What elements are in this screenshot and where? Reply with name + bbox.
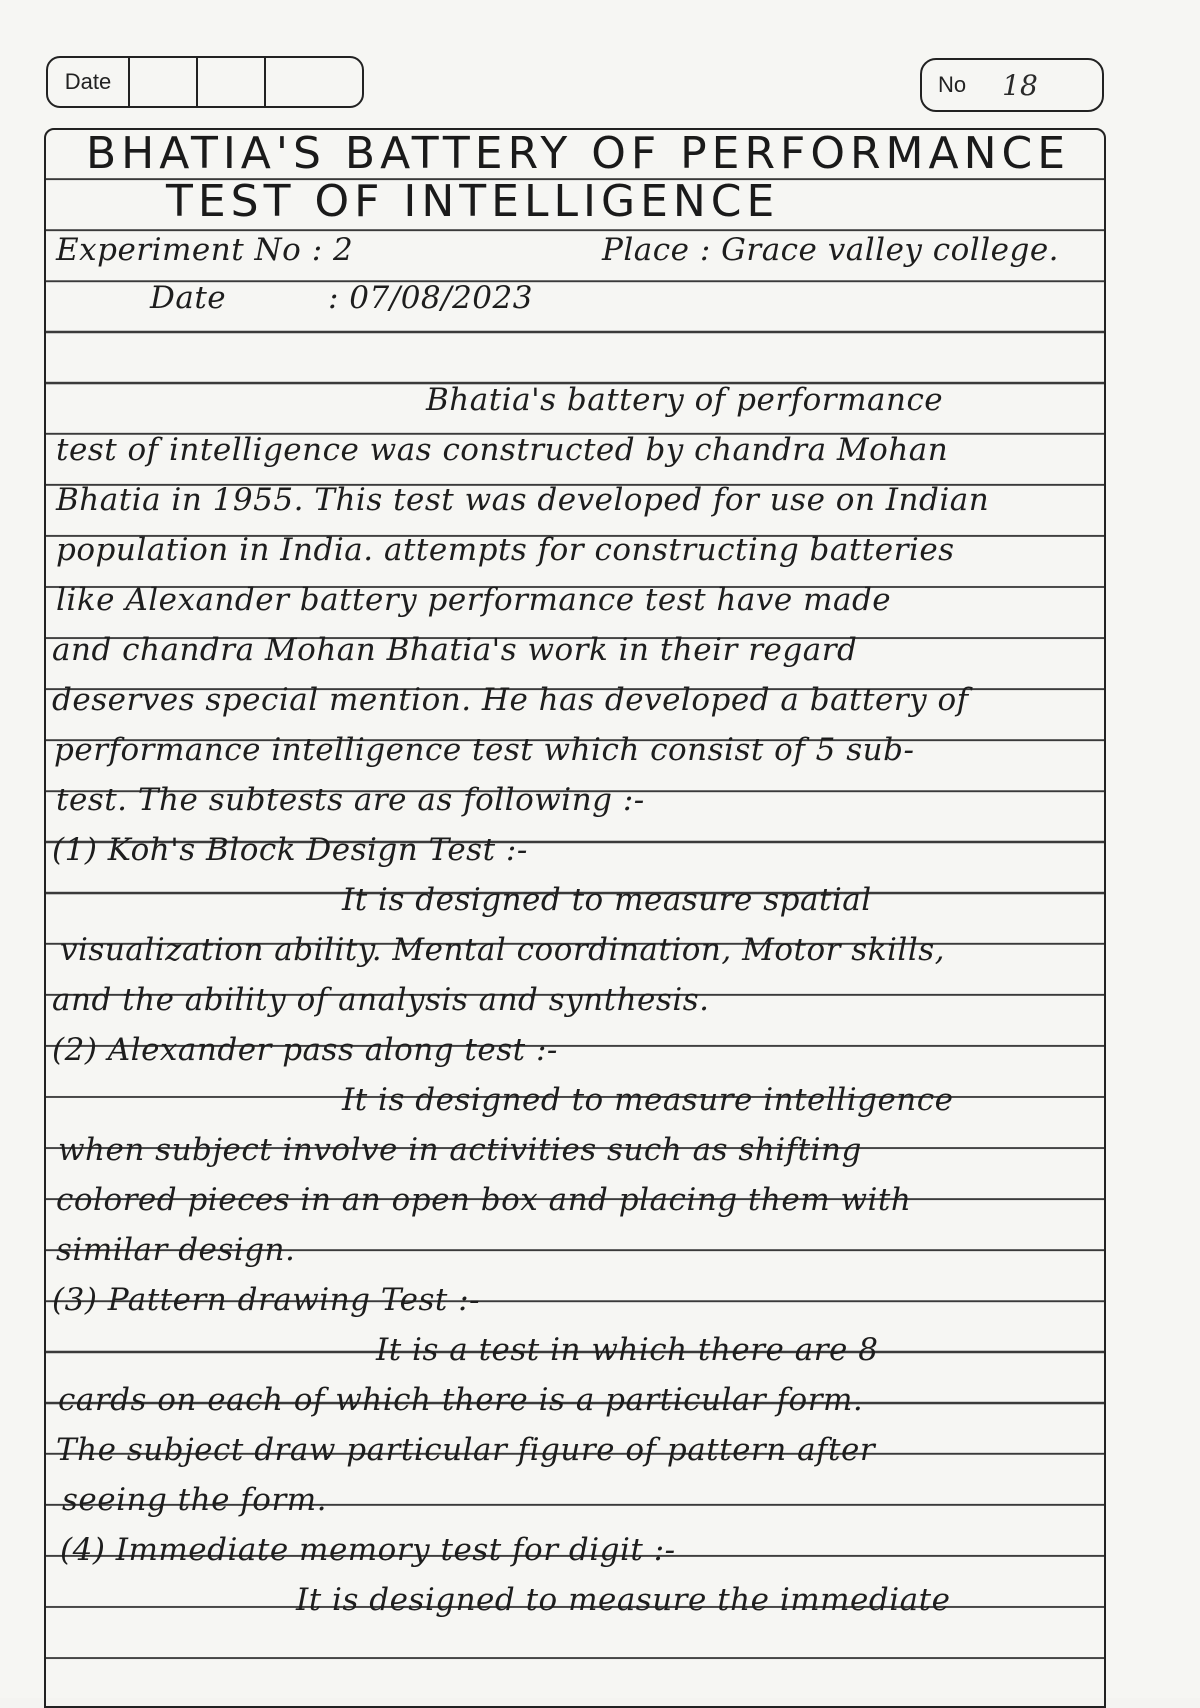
body-line: and the ability of analysis and synthesis.	[52, 982, 710, 1018]
section-heading: (2) Alexander pass along test :-	[52, 1032, 558, 1068]
body-line: population in India. attempts for constructing batteries	[56, 532, 955, 568]
body-line: performance intelligence test which consist of 5 sub-	[54, 732, 915, 768]
section-heading: (4) Immediate memory test for digit :-	[60, 1532, 676, 1568]
experiment-date-label: Date	[150, 280, 227, 316]
date-cell-day	[130, 58, 198, 106]
body-line: when subject involve in activities such as shifting	[58, 1132, 862, 1168]
body-line: test. The subtests are as following :-	[56, 782, 645, 818]
experiment-place: Place : Grace valley college.	[602, 232, 1060, 268]
page-number-label: No	[938, 72, 967, 97]
section-heading: (3) Pattern drawing Test :-	[52, 1282, 481, 1318]
body-line: test of intelligence was constructed by chandra Mohan	[56, 432, 949, 468]
body-line: It is designed to measure intelligence	[342, 1082, 954, 1118]
body-line: Bhatia's battery of performance	[426, 382, 944, 418]
body-line: It is designed to measure spatial	[342, 882, 872, 918]
experiment-date-value: : 07/08/2023	[328, 280, 533, 316]
experiment-number: Experiment No : 2	[56, 232, 354, 268]
body-line: It is designed to measure the immediate	[296, 1582, 951, 1618]
date-label: Date	[48, 58, 130, 106]
body-line: Bhatia in 1955. This test was developed for use on Indian	[56, 482, 990, 518]
body-line: deserves special mention. He has developed a battery of	[52, 682, 969, 718]
body-line: colored pieces in an open box and placing them with	[56, 1182, 912, 1218]
page-number-box	[920, 58, 1104, 112]
section-heading: (1) Koh's Block Design Test :-	[52, 832, 528, 868]
body-line: cards on each of which there is a particular form.	[58, 1382, 864, 1418]
body-line: visualization ability. Mental coordination, Motor skills,	[60, 932, 945, 968]
page-number-value: 18	[1002, 68, 1038, 102]
body-line: like Alexander battery performance test have made	[56, 582, 892, 618]
date-cell-month	[198, 58, 266, 106]
date-cell-year	[266, 58, 362, 106]
body-line: seeing the form.	[62, 1482, 328, 1518]
body-line: similar design.	[56, 1232, 296, 1268]
body-line: and chandra Mohan Bhatia's work in their regard	[52, 632, 858, 668]
ruled-sheet	[44, 128, 1106, 1708]
date-box	[46, 56, 364, 108]
body-line: It is a test in which there are 8	[376, 1332, 879, 1368]
body-line: The subject draw particular figure of pattern after	[56, 1432, 876, 1468]
page-title-line-2: TEST OF INTELLIGENCE	[166, 176, 780, 227]
page-title-line-1: BHATIA'S BATTERY OF PERFORMANCE	[86, 128, 1071, 179]
